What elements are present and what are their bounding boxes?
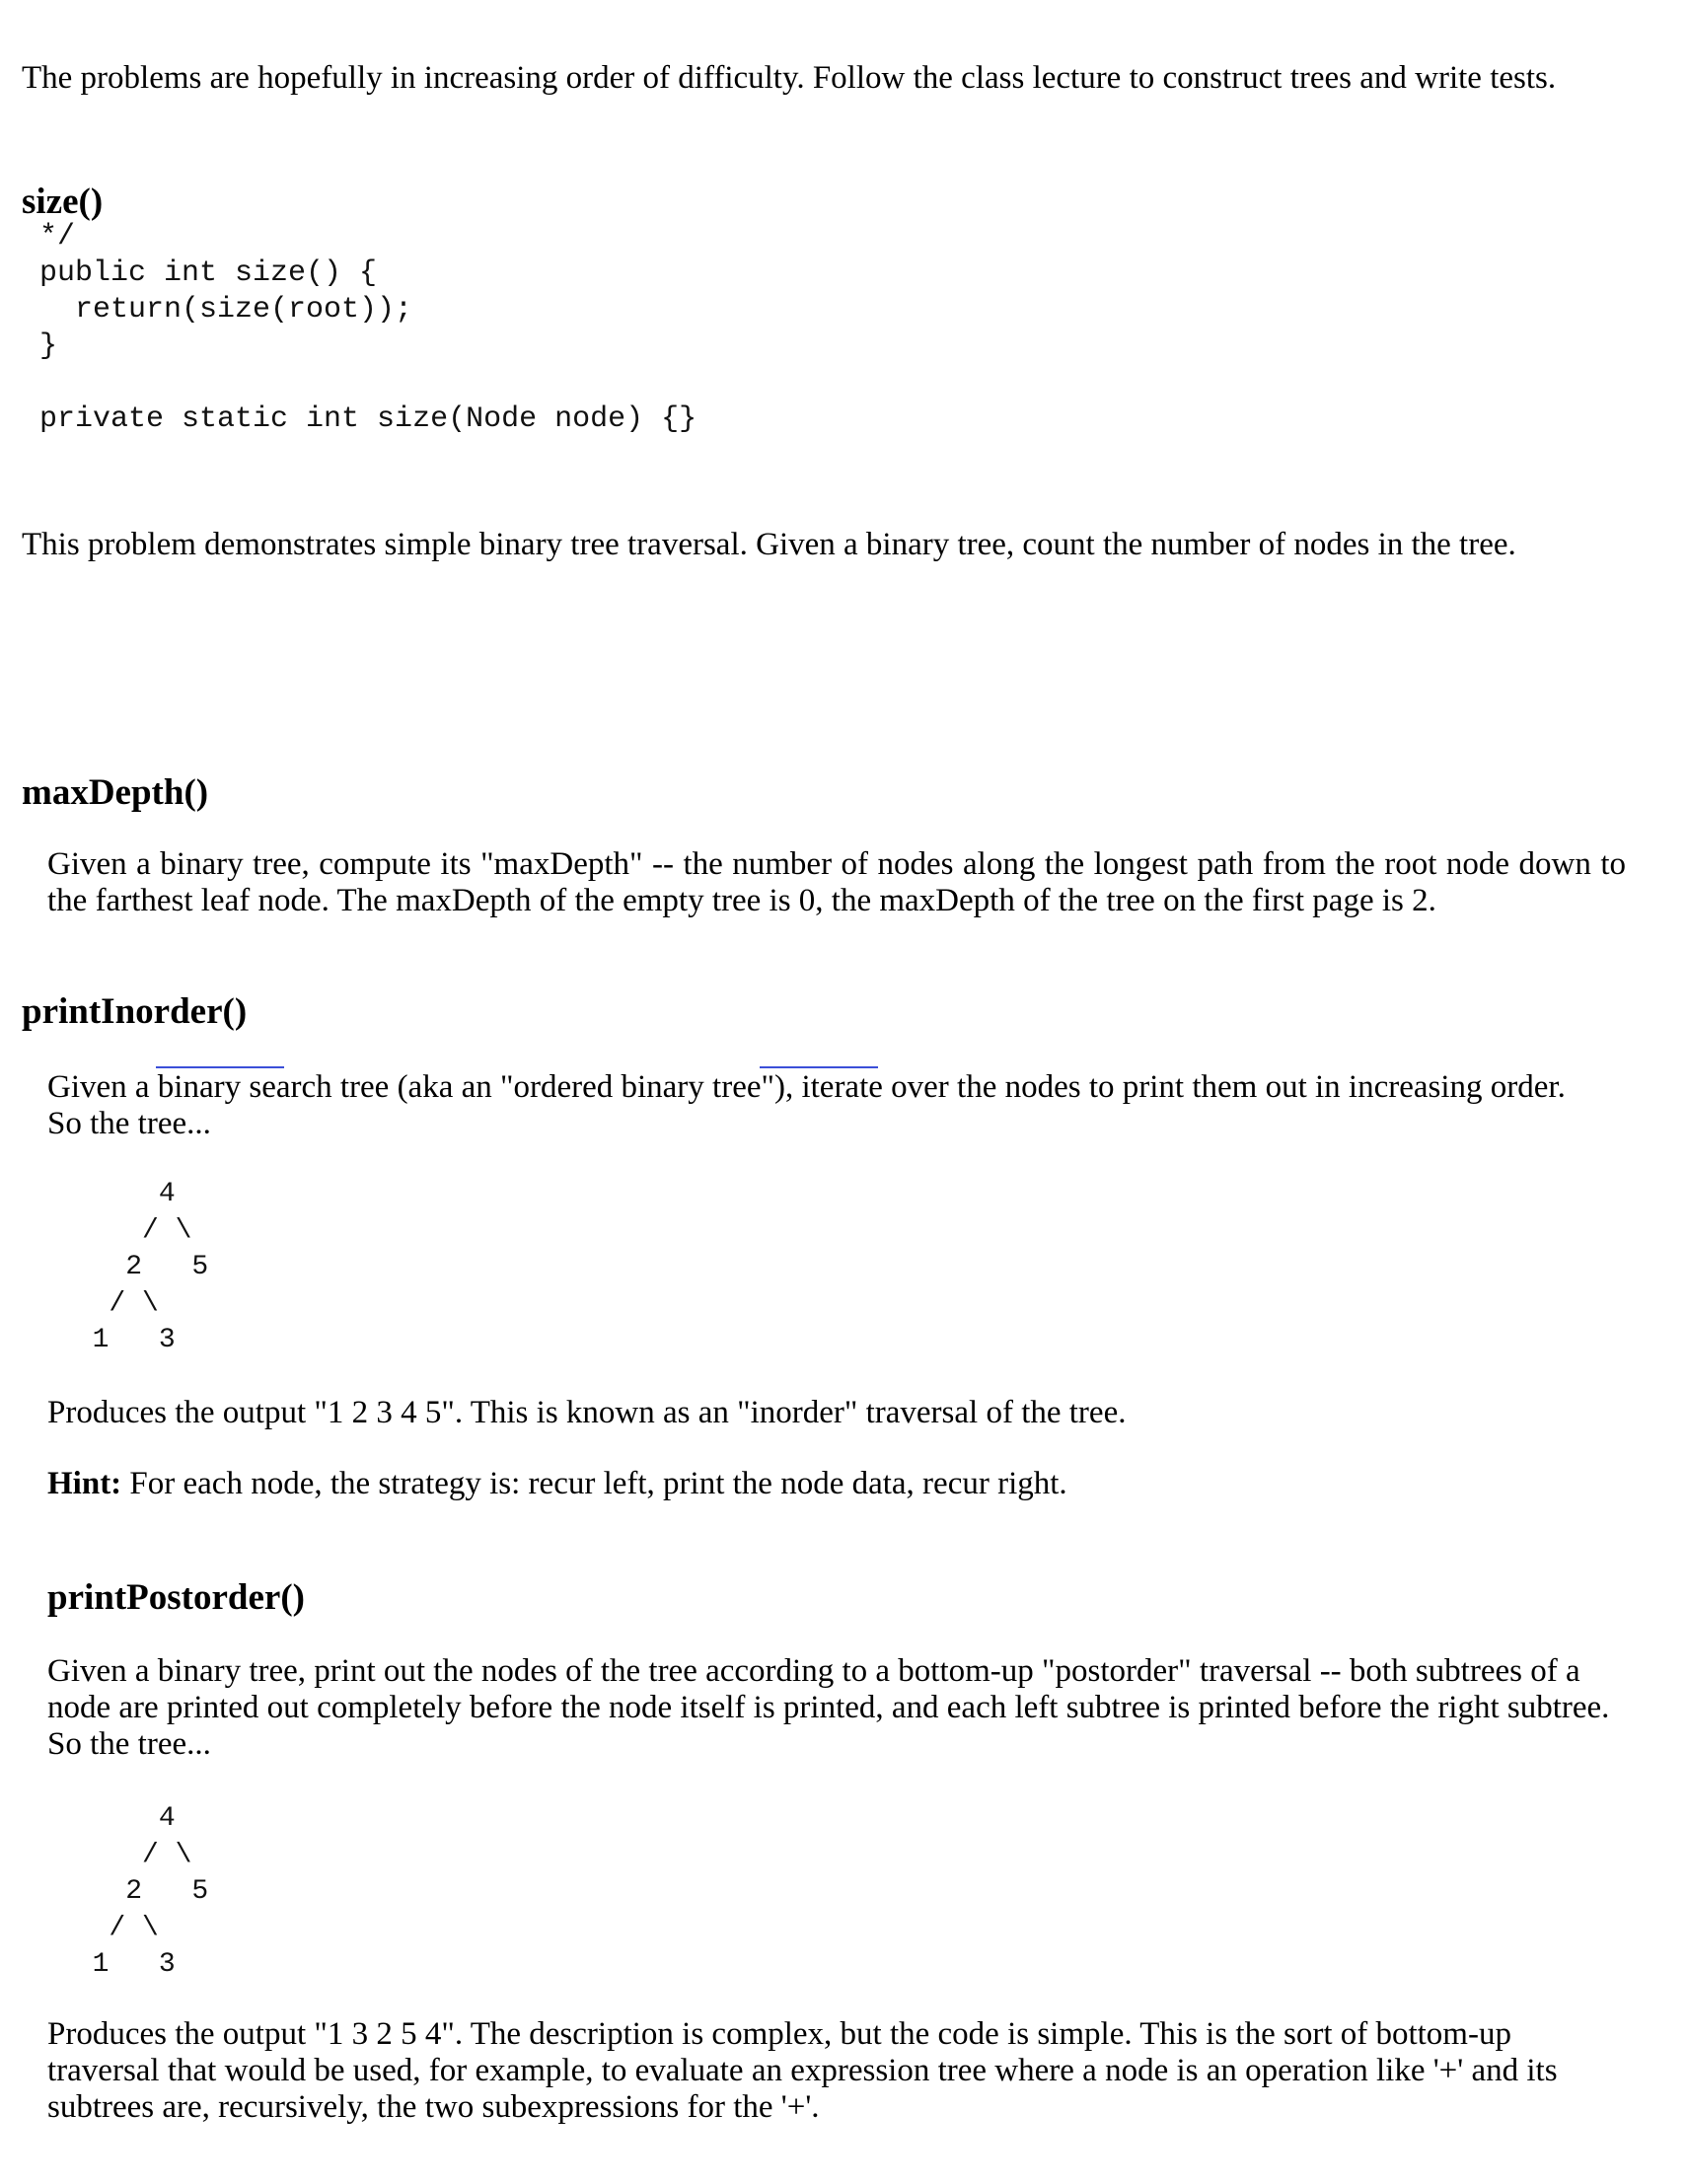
inorder-tree-diagram: 4 / \ 2 5 / \ 1 3 xyxy=(92,1179,209,1355)
printpostorder-heading: printPostorder() xyxy=(47,1577,305,1618)
inorder-output-text: Produces the output "1 2 3 4 5". This is known as an "inorder" traversal of the tree. xyxy=(47,1395,1127,1430)
maxdepth-heading: maxDepth() xyxy=(22,772,209,813)
link-underline-binary-tree xyxy=(760,1066,878,1068)
inorder-hint xyxy=(47,1466,1626,1502)
intro-paragraph: The problems are hopefully in increasing order of difficulty. Follow the class lecture to construct trees and write tests. xyxy=(22,60,1557,96)
printinorder-heading: printInorder() xyxy=(22,991,248,1032)
size-heading: size() xyxy=(22,182,104,222)
size-code-block: */ public int size() { return(size(root)); } private static int size(Node node) {} xyxy=(39,220,697,436)
maxdepth-description: Given a binary tree, compute its "maxDepth" -- the number of nodes along the longest path from the root node down to the farthest leaf node. The maxDepth of the empty tree is 0, the maxDepth of the tree on the first page is 2. xyxy=(47,846,1626,918)
printinorder-description: Given a binary search tree (aka an "ordered binary tree"), iterate over the nodes to print them out in increasing order. So the tree... xyxy=(47,1069,1566,1141)
postorder-output-text: Produces the output "1 3 2 5 4". The description is complex, but the code is simple. This is the sort of bottom-up traversal that would be used, for example, to evaluate an expression tree where a node is an operation like '+' and its subtrees are, recursively, the two subexpressions for the '+'. xyxy=(47,2016,1558,2125)
postorder-tree-diagram: 4 / \ 2 5 / \ 1 3 xyxy=(92,1803,209,1980)
link-underline-binary xyxy=(156,1066,284,1068)
hint-label: Hint: xyxy=(47,1466,122,1501)
hint-text: For each node, the strategy is: recur left, print the node data, recur right. xyxy=(121,1466,1067,1501)
size-description: This problem demonstrates simple binary tree traversal. Given a binary tree, count the number of nodes in the tree. xyxy=(22,527,1516,562)
printpostorder-description: Given a binary tree, print out the nodes of the tree according to a bottom-up "postorder" traversal -- both subtrees of a node are printed out completely before the node itself is printed, and each left subtree is printed before the right subtree. So the tree... xyxy=(47,1653,1610,1762)
